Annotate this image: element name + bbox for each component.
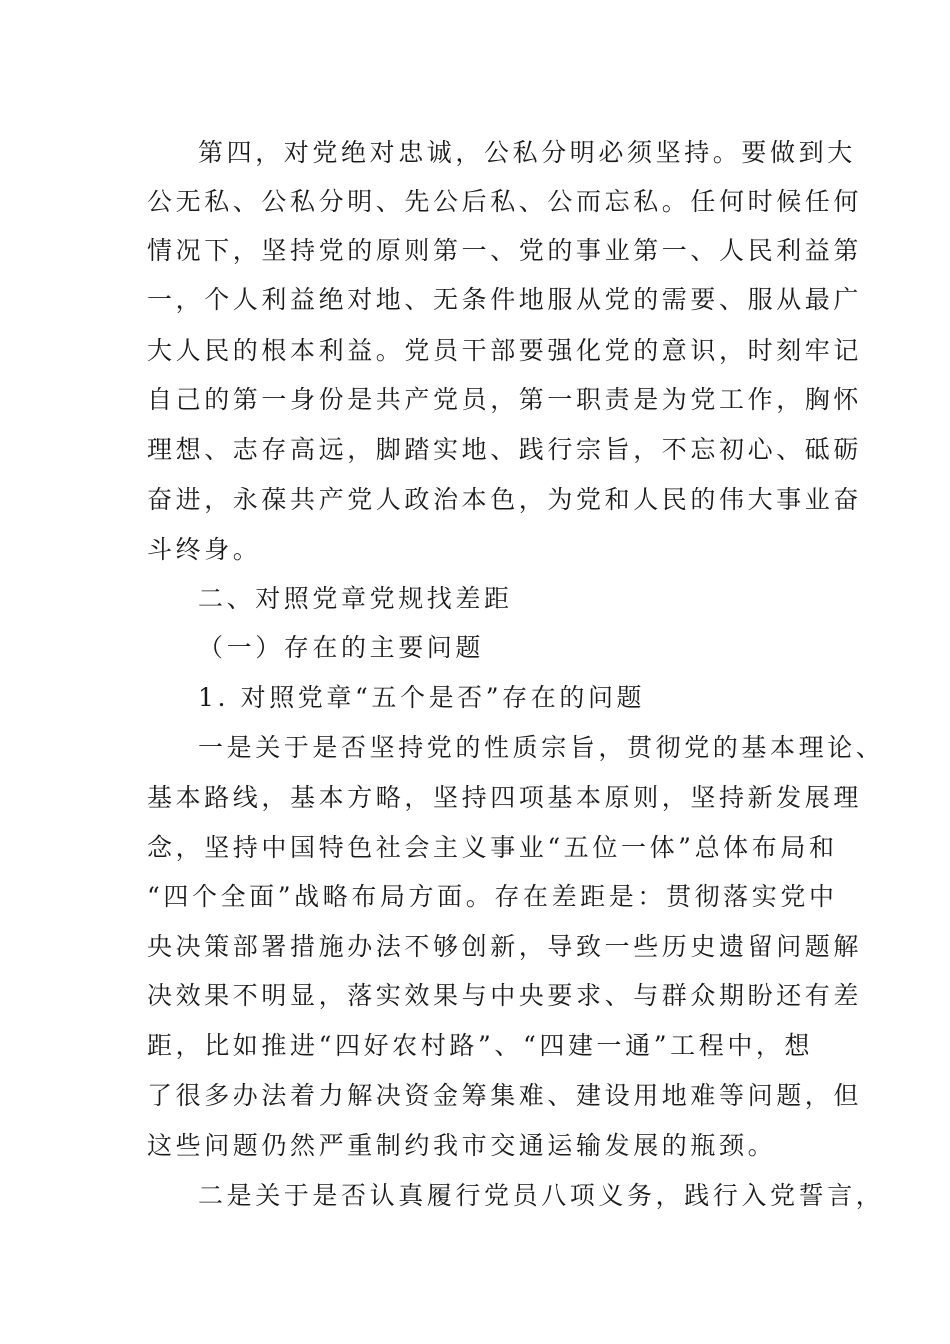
paragraph-line: 第四，对党绝对忠诚，公私分明必须坚持。要做到大: [198, 138, 856, 167]
paragraph-line: 一是关于是否坚持党的性质宗旨，贯彻党的基本理论、: [198, 733, 885, 762]
paragraph-line: 情况下，坚持党的原则第一、党的事业第一、人民利益第: [147, 236, 863, 265]
paragraph-line: 一，个人利益绝对地、无条件地服从党的需要、服从最广: [147, 285, 863, 314]
paragraph-line: 二是关于是否认真履行党员八项义务，践行入党誓言，: [198, 1181, 885, 1210]
paragraph-line: “四个全面”战略布局方面。存在差距是：贯彻落实党中: [147, 882, 838, 911]
paragraph-line: 决效果不明显，落实效果与中央要求、与群众期盼还有差: [147, 981, 863, 1010]
paragraph-line: 央决策部署措施办法不够创新，导致一些历史遗留问题解: [147, 932, 863, 961]
section-heading: 二、对照党章党规找差距: [198, 584, 513, 613]
paragraph-line: 这些问题仍然严重制约我市交通运输发展的瓶颈。: [147, 1131, 777, 1160]
paragraph-line: 大人民的根本利益。党员干部要强化党的意识，时刻牢记: [147, 336, 863, 365]
subsection-heading: （一）存在的主要问题: [198, 633, 485, 662]
paragraph-line: 了很多办法着力解决资金筹集难、建设用地难等问题，但: [147, 1081, 863, 1110]
paragraph-line: 自己的第一身份是共产党员，第一职责是为党工作，胸怀: [147, 385, 863, 414]
paragraph-line: 距，比如推进“四好农村路”、“四建一通”工程中，想: [147, 1031, 814, 1060]
paragraph-line: 公无私、公私分明、先公后私、公而忘私。任何时候任何: [147, 187, 863, 216]
paragraph-line: 理想、志存高远，脚踏实地、践行宗旨，不忘初心、砥砺: [147, 435, 863, 464]
paragraph-line: 奋进，永葆共产党人政治本色，为党和人民的伟大事业奋: [147, 485, 863, 514]
item-heading: 1. 对照党章“五个是否”存在的问题: [198, 683, 646, 712]
paragraph-line: 基本路线，基本方略，坚持四项基本原则，坚持新发展理: [147, 783, 863, 812]
paragraph-line: 斗终身。: [147, 535, 262, 564]
paragraph-line: 念，坚持中国特色社会主义事业“五位一体”总体布局和: [147, 833, 838, 862]
